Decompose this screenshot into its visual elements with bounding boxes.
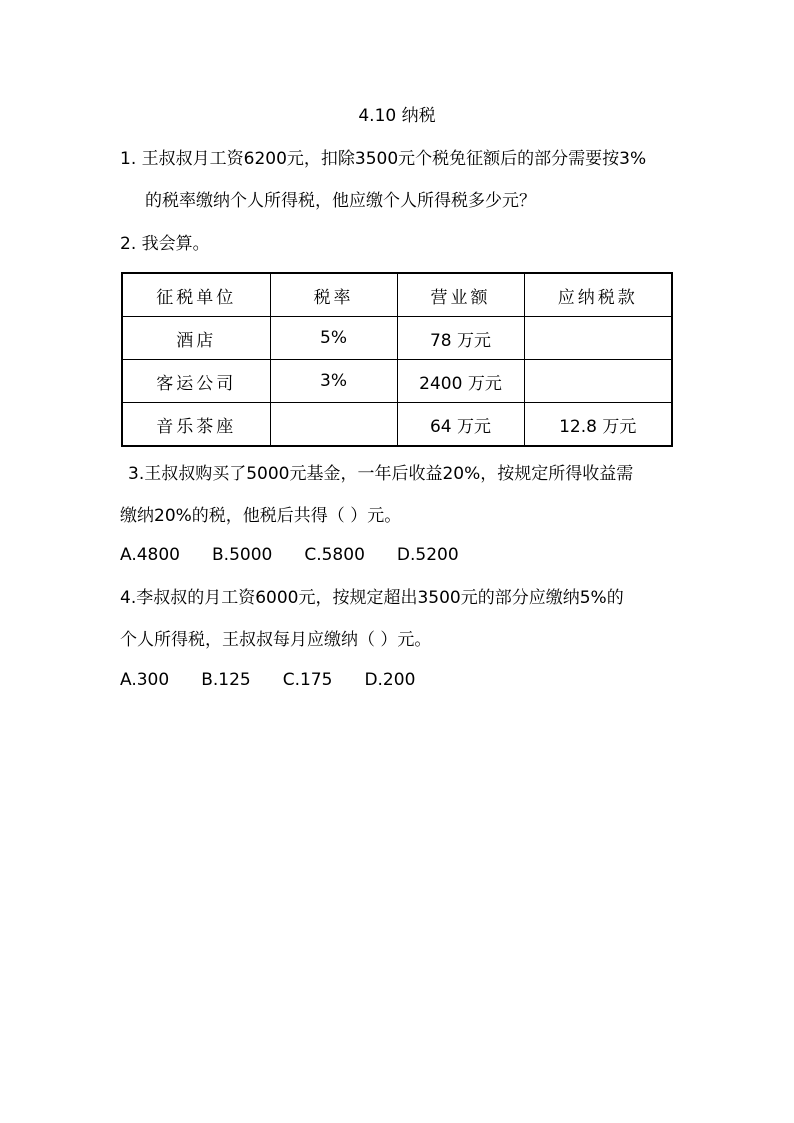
option-c: C.5800 bbox=[304, 545, 365, 565]
table-row bbox=[122, 360, 672, 403]
table-header-cell: 应纳税款 bbox=[524, 273, 672, 317]
table-cell: 3% bbox=[270, 360, 397, 403]
option-c: C.175 bbox=[282, 670, 333, 690]
option-a: A.4800 bbox=[120, 545, 180, 565]
table-cell: 音乐茶座 bbox=[122, 403, 270, 447]
tax-table bbox=[121, 272, 673, 447]
question-1-line-1: 1. 王叔叔月工资6200元，扣除3500元个税免征额后的部分需要按3% bbox=[120, 149, 647, 169]
table-cell: 5% bbox=[270, 317, 397, 360]
table-cell: 酒店 bbox=[122, 317, 270, 360]
option-d: D.200 bbox=[364, 670, 416, 690]
option-b: B.5000 bbox=[212, 545, 273, 565]
table-header-cell: 税率 bbox=[270, 273, 397, 317]
table-cell: 12.8 万元 bbox=[524, 403, 672, 447]
question-3-options bbox=[120, 543, 491, 567]
table-row bbox=[122, 317, 672, 360]
table-cell bbox=[524, 360, 672, 403]
question-4-options bbox=[120, 668, 447, 692]
table-cell: 78 万元 bbox=[397, 317, 524, 360]
table-cell bbox=[270, 403, 397, 447]
option-b: B.125 bbox=[201, 670, 251, 690]
option-d: D.5200 bbox=[396, 545, 459, 565]
table-header-cell: 营业额 bbox=[397, 273, 524, 317]
table-header-cell: 征税单位 bbox=[122, 273, 270, 317]
table-row bbox=[122, 403, 672, 447]
table-cell: 64 万元 bbox=[397, 403, 524, 447]
table-cell bbox=[524, 317, 672, 360]
question-4-line-2: 个人所得税，王叔叔每月应缴纳（ ）元。 bbox=[120, 630, 432, 650]
question-4-line-1: 4.李叔叔的月工资6000元，按规定超出3500元的部分应缴纳5%的 bbox=[120, 588, 624, 608]
option-a: A.300 bbox=[120, 670, 170, 690]
table-header-row bbox=[122, 273, 672, 317]
question-1-line-2: 的税率缴纳个人所得税，他应缴个人所得税多少元？ bbox=[145, 191, 536, 211]
question-3-line-1: 3.王叔叔购买了5000元基金，一年后收益20%，按规定所得收益需 bbox=[128, 464, 634, 484]
question-3-line-2: 缴纳20%的税，他税后共得（ ）元。 bbox=[120, 506, 402, 526]
question-2-label: 2. 我会算。 bbox=[120, 234, 210, 254]
page-title: 4.10 纳税 bbox=[358, 106, 436, 126]
table-cell: 2400 万元 bbox=[397, 360, 524, 403]
table-cell: 客运公司 bbox=[122, 360, 270, 403]
